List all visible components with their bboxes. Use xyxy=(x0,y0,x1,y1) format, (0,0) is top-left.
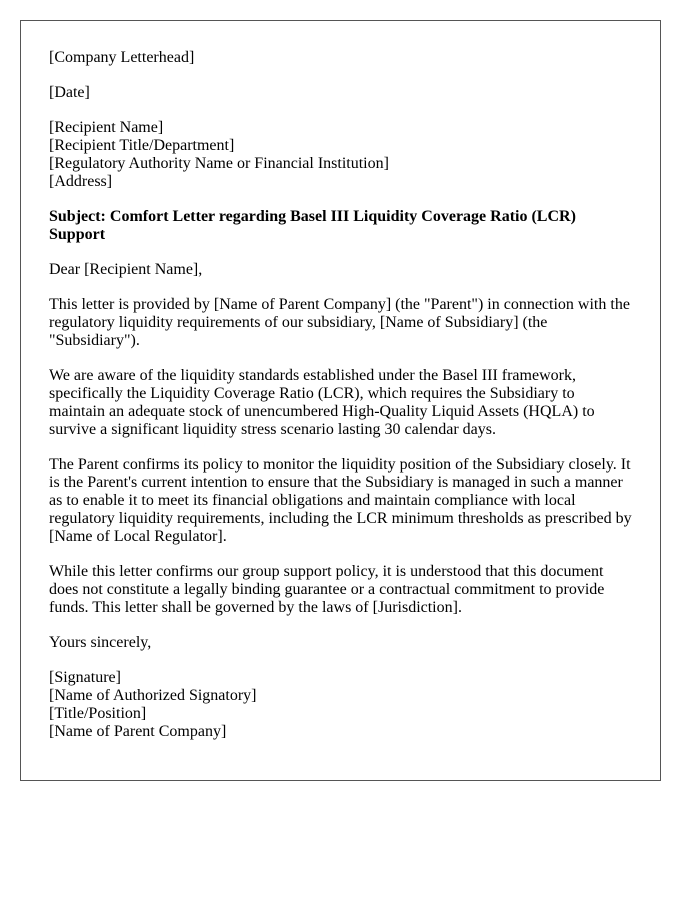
body-paragraph-4 xyxy=(49,563,660,617)
recipient-address: [Address] xyxy=(49,173,113,190)
recipient-title: [Recipient Title/Department] xyxy=(49,137,235,154)
text-line: While this letter confirms our group support policy, it is understood that this document xyxy=(49,563,604,580)
text-line: does not constitute a legally binding guarantee or a contractual commitment to provide xyxy=(49,581,605,598)
body-paragraph-1 xyxy=(49,296,660,350)
body-paragraph-2 xyxy=(49,367,660,439)
text-line: regulatory liquidity requirements of our subsidiary, [Name of Subsidiary] (the xyxy=(49,314,548,331)
text-line: maintain an adequate stock of unencumbered High-Quality Liquid Assets (HQLA) to xyxy=(49,403,595,420)
recipient-block xyxy=(49,119,660,191)
text-line: survive a significant liquidity stress scenario lasting 30 calendar days. xyxy=(49,421,496,438)
subject-line-2: Support xyxy=(49,226,106,243)
text-line: specifically the Liquidity Coverage Ratio (LCR), which requires the Subsidiary to xyxy=(49,385,575,402)
subject-line xyxy=(49,208,660,244)
signatory-name: [Name of Authorized Signatory] xyxy=(49,687,257,704)
recipient-name: [Recipient Name] xyxy=(49,119,164,136)
text-line: is the Parent's current intention to ensure that the Subsidiary is managed in such a manner xyxy=(49,474,623,491)
closing: Yours sincerely, xyxy=(49,634,152,651)
subject-line-1: Subject: Comfort Letter regarding Basel III Liquidity Coverage Ratio (LCR) xyxy=(49,208,576,225)
body-paragraph-3 xyxy=(49,456,660,546)
signatory-title: [Title/Position] xyxy=(49,705,147,722)
signature-block xyxy=(49,669,660,741)
text-line: funds. This letter shall be governed by the laws of [Jurisdiction]. xyxy=(49,599,462,616)
text-line: We are aware of the liquidity standards established under the Basel III framework, xyxy=(49,367,576,384)
text-line: This letter is provided by [Name of Parent Company] (the "Parent") in connection with the xyxy=(49,296,630,313)
text-line: [Name of Local Regulator]. xyxy=(49,528,227,545)
parent-company-name: [Name of Parent Company] xyxy=(49,723,227,740)
text-line: "Subsidiary"). xyxy=(49,332,140,349)
text-line: as to enable it to meet its financial obligations and maintain compliance with local xyxy=(49,492,576,509)
signature: [Signature] xyxy=(49,669,121,686)
letterhead: [Company Letterhead] xyxy=(49,49,195,66)
date: [Date] xyxy=(49,84,90,101)
letter-document xyxy=(20,20,661,781)
text-line: regulatory liquidity requirements, including the LCR minimum thresholds as prescribed by xyxy=(49,510,632,527)
text-line: The Parent confirms its policy to monitor the liquidity position of the Subsidiary closely. It xyxy=(49,456,631,473)
salutation: Dear [Recipient Name], xyxy=(49,261,203,278)
recipient-institution: [Regulatory Authority Name or Financial Institution] xyxy=(49,155,389,172)
